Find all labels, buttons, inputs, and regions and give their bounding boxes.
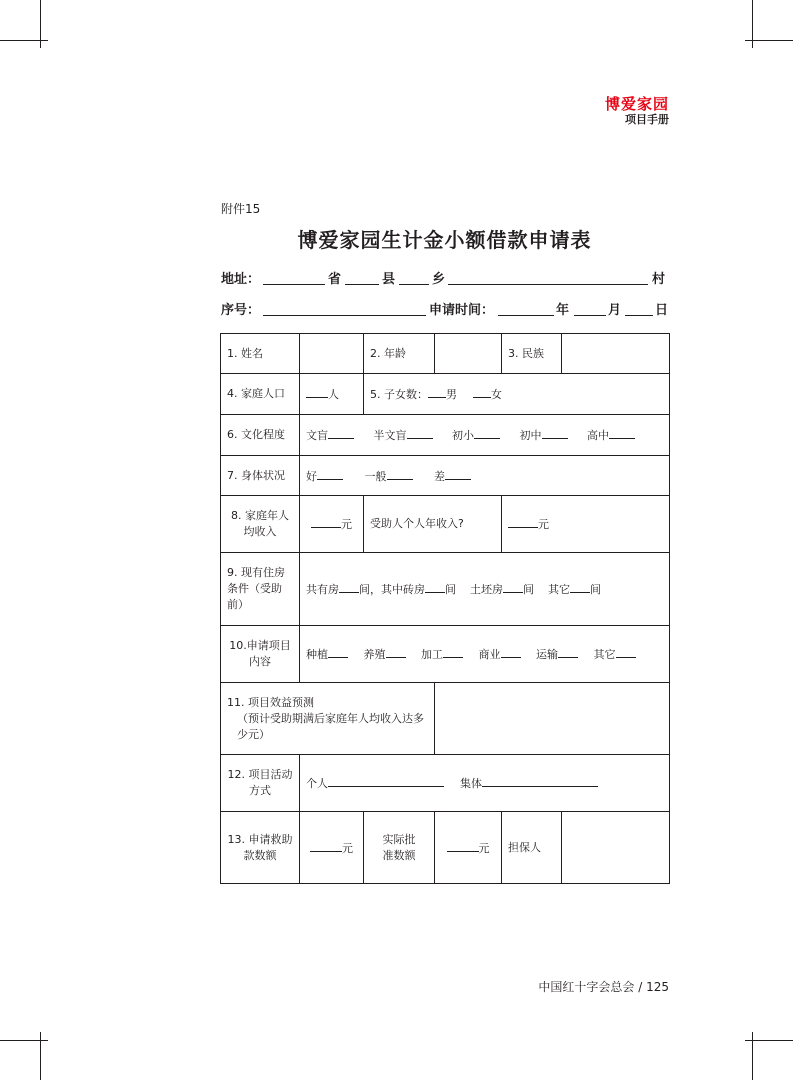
crop-mark <box>745 1040 793 1041</box>
month-field[interactable] <box>574 299 606 316</box>
approved-amount-field[interactable] <box>435 812 502 884</box>
province-field[interactable] <box>263 268 325 285</box>
age-field[interactable] <box>435 334 502 374</box>
relief-amount-label: 13. 申请救助款数额 <box>221 812 300 884</box>
day-label: 日 <box>655 303 669 318</box>
household-income-field[interactable] <box>300 496 364 553</box>
benefit-forecast-note: （预计受助期满后家庭年人均收入达多少元） <box>237 711 424 741</box>
township-field[interactable] <box>399 268 429 285</box>
month-label: 月 <box>608 303 622 318</box>
project-content-options[interactable] <box>300 626 670 683</box>
province-label: 省 <box>328 272 342 287</box>
health-option: 差 <box>434 469 445 483</box>
individual-label: 个人 <box>306 777 328 790</box>
yuan-unit: 元 <box>538 518 549 531</box>
children-label: 5. 子女数： <box>370 388 428 401</box>
education-option: 高中 <box>587 429 609 442</box>
benefit-forecast-field[interactable] <box>435 683 670 755</box>
housing-text: 间 <box>523 583 534 596</box>
appendix-label: 附件15 <box>221 202 261 216</box>
year-field[interactable] <box>498 299 554 316</box>
table-row <box>221 812 670 884</box>
health-option: 好 <box>306 469 317 483</box>
project-option: 商业 <box>478 648 501 661</box>
housing-text: 间，其中砖房 <box>359 583 425 596</box>
household-income-label: 8. 家庭年人均收入 <box>221 496 300 553</box>
project-option: 养殖 <box>363 648 386 661</box>
page-title: 博爱家园生计金小额借款申请表 <box>297 228 592 252</box>
housing-text: 其它 <box>548 583 570 596</box>
age-label: 2. 年龄 <box>364 334 435 374</box>
village-field[interactable] <box>448 268 648 285</box>
female-label: 女 <box>491 388 502 401</box>
crop-mark <box>745 40 793 41</box>
activity-mode-field[interactable] <box>300 755 670 812</box>
table-row <box>221 626 670 683</box>
housing-field[interactable] <box>300 553 670 626</box>
crop-mark <box>0 40 48 41</box>
serial-line <box>221 299 668 319</box>
county-label: 县 <box>382 272 396 287</box>
yuan-unit: 元 <box>478 841 490 855</box>
table-row <box>221 496 670 553</box>
header-brand: 博爱家园 <box>604 95 669 113</box>
guarantor-label: 担保人 <box>502 812 562 884</box>
project-option: 种植 <box>306 648 328 661</box>
crop-mark <box>0 1040 48 1041</box>
page-footer: 中国红十字会总会 / 125 <box>538 980 669 994</box>
person-unit: 人 <box>328 388 339 401</box>
header-subtitle: 项目手册 <box>625 113 669 126</box>
table-row <box>221 334 670 374</box>
table-row <box>221 456 670 496</box>
address-line <box>221 268 668 288</box>
health-label: 7. 身体状况 <box>221 456 300 496</box>
table-row <box>221 755 670 812</box>
housing-text: 间 <box>590 583 601 596</box>
beneficiary-income-field[interactable] <box>502 496 670 553</box>
relief-amount-field[interactable] <box>300 812 364 884</box>
benefit-forecast-label <box>221 683 435 755</box>
project-option: 运输 <box>536 648 558 661</box>
education-option: 初中 <box>519 429 542 442</box>
application-table <box>220 333 670 884</box>
day-field[interactable] <box>625 299 653 316</box>
county-field[interactable] <box>345 268 379 285</box>
male-label: 男 <box>446 388 457 401</box>
table-row <box>221 683 670 755</box>
household-field[interactable] <box>300 374 364 415</box>
village-label: 村 <box>652 272 666 287</box>
project-option: 加工 <box>421 648 443 661</box>
approved-amount-label: 实际批准数额 <box>364 812 435 884</box>
children-field[interactable] <box>364 374 670 415</box>
education-option: 文盲 <box>306 429 328 442</box>
education-option: 初小 <box>452 429 474 442</box>
year-label: 年 <box>556 303 570 318</box>
collective-label: 集体 <box>460 777 482 790</box>
address-label: 地址： <box>221 272 261 287</box>
yuan-unit: 元 <box>341 518 352 531</box>
table-row <box>221 374 670 415</box>
ethnicity-label: 3. 民族 <box>502 334 562 374</box>
education-label: 6. 文化程度 <box>221 415 300 456</box>
guarantor-field[interactable] <box>562 812 670 884</box>
project-option: 其它 <box>593 648 616 661</box>
serial-field[interactable] <box>263 299 426 316</box>
name-label: 1. 姓名 <box>221 334 300 374</box>
health-options[interactable] <box>300 456 670 496</box>
activity-mode-label: 12. 项目活动方式 <box>221 755 300 812</box>
benefit-forecast-title: 11. 项目效益预测 <box>227 695 314 709</box>
table-row <box>221 553 670 626</box>
housing-label: 9. 现有住房条件（受助前） <box>221 553 300 626</box>
name-field[interactable] <box>300 334 364 374</box>
beneficiary-income-label: 受助人个人年收入? <box>364 496 502 553</box>
education-option: 半文盲 <box>373 429 407 442</box>
apply-time-label: 申请时间： <box>429 303 495 318</box>
project-content-label: 10.申请项目内容 <box>221 626 300 683</box>
yuan-unit: 元 <box>342 841 353 855</box>
serial-label: 序号： <box>221 303 261 318</box>
health-option: 一般 <box>364 469 387 483</box>
housing-text: 共有房 <box>306 583 339 596</box>
township-label: 乡 <box>432 272 446 287</box>
household-label: 4. 家庭人口 <box>221 374 300 415</box>
table-row <box>221 415 670 456</box>
housing-text: 土坯房 <box>470 583 503 596</box>
ethnicity-field[interactable] <box>562 334 670 374</box>
housing-text: 间 <box>445 583 456 596</box>
education-options[interactable] <box>300 415 670 456</box>
